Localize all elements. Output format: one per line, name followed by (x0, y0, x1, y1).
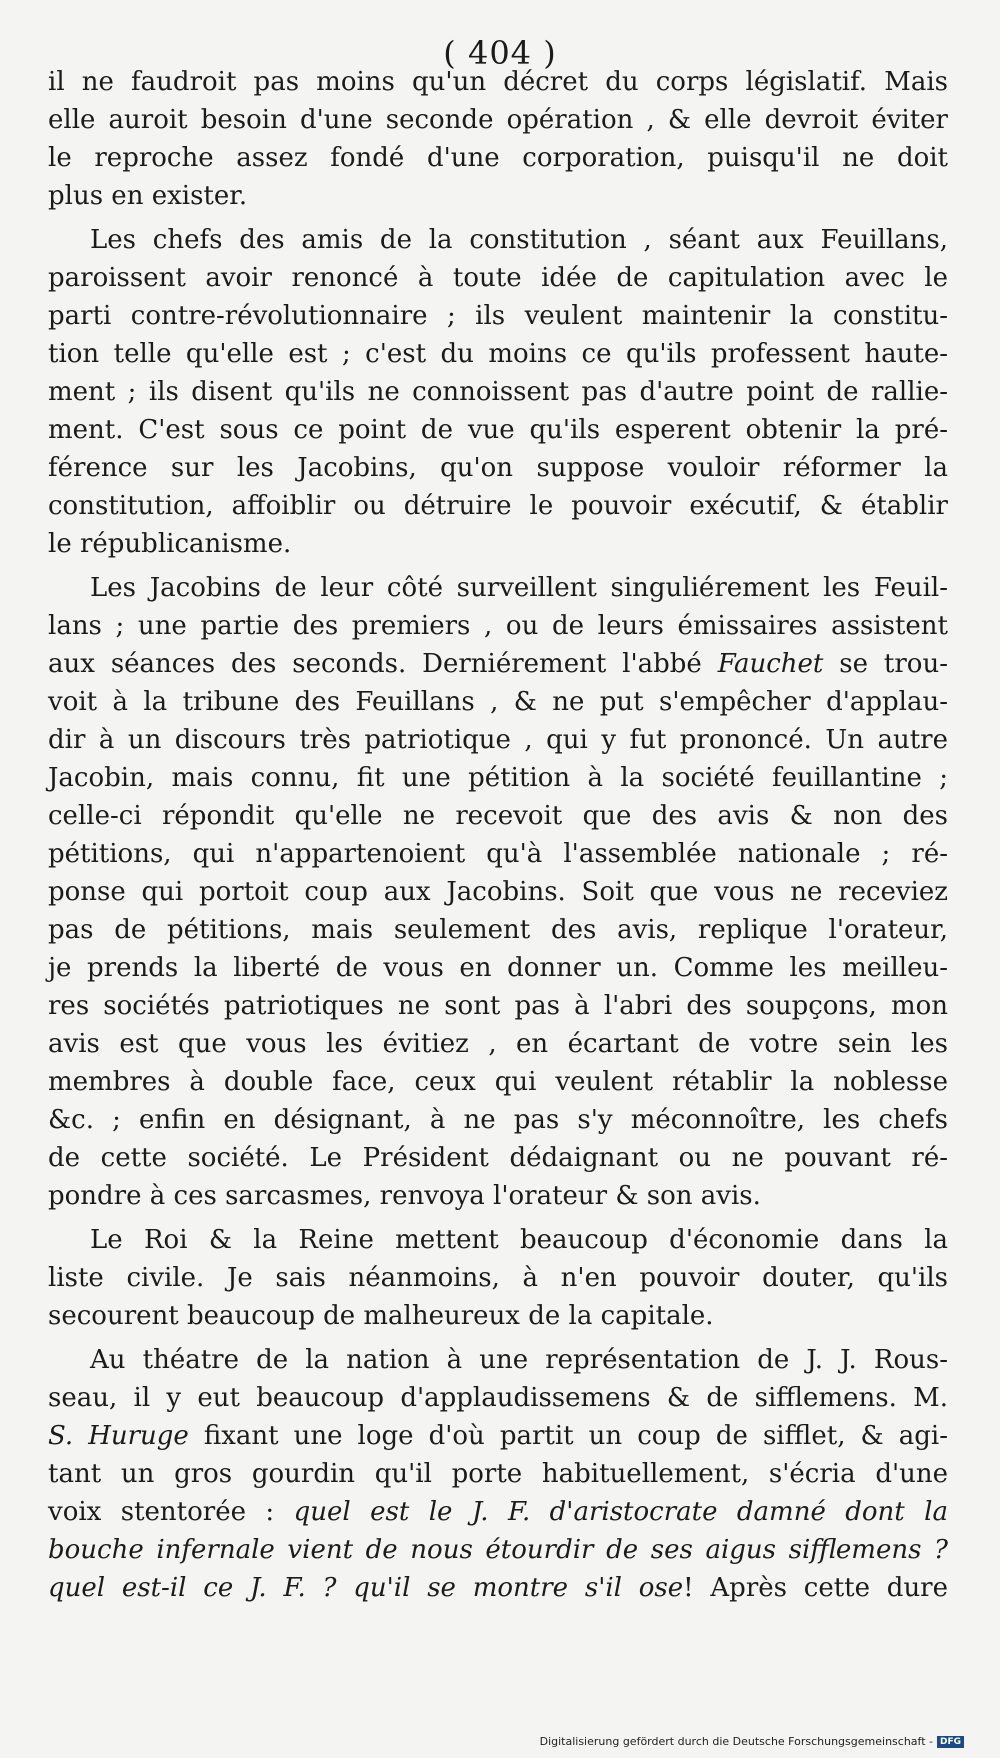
text-line: lans ; une partie des premiers , ou de leurs émissaires assistent (48, 611, 948, 641)
text-line: celle-ci répondit qu'elle ne recevoit que des avis & non des (48, 801, 948, 831)
text-line: Les Jacobins de leur côté surveillent singuliérement les Feuil- (90, 573, 948, 603)
text-line: parti contre-révolutionnaire ; ils veulent maintenir la constitu- (48, 301, 948, 331)
text-line: Les chefs des amis de la constitution , séant aux Feuillans, (90, 225, 948, 255)
text-line: liste civile. Je sais néanmoins, à n'en pouvoir douter, qu'ils (48, 1263, 948, 1293)
text-line: Jacobin, mais connu, fit une pétition à la société feuillantine ; (48, 763, 948, 793)
text-line: de cette société. Le Président dédaignant ou ne pouvant ré- (48, 1143, 948, 1173)
page-number: ( 404 ) (443, 34, 557, 72)
text-line: Au théatre de la nation à une représentation de J. J. Rous- (90, 1345, 948, 1375)
italic-phrase: S. Huruge (48, 1421, 189, 1451)
text-line: plus en exister. (48, 181, 248, 211)
text-line: le reproche assez fondé d'une corporation, puisqu'il ne doit (48, 143, 948, 173)
footer-credit (540, 1735, 964, 1748)
text-line: tion telle qu'elle est ; c'est du moins ce qu'ils professent haute- (48, 339, 948, 369)
text-line: ment. C'est sous ce point de vue qu'ils esperent obtenir la pré- (48, 415, 948, 445)
text-line: férence sur les Jacobins, qu'on suppose vouloir réformer la (48, 453, 948, 483)
text-line: tant un gros gourdin qu'il porte habituellement, s'écria d'une (48, 1459, 948, 1489)
text-line: je prends la liberté de vous en donner un. Comme les meilleu- (48, 953, 948, 983)
italic-phrase: Fauchet (717, 649, 824, 679)
text-line: il ne faudroit pas moins qu'un décret du corps législatif. Mais (48, 67, 948, 97)
text-line: ponse qui portoit coup aux Jacobins. Soit que vous ne receviez (48, 877, 948, 907)
text-line (48, 1532, 948, 1568)
text-line: Le Roi & la Reine mettent beaucoup d'économie dans la (90, 1225, 948, 1255)
text-line: dir à un discours très patriotique , qui y fut prononcé. Un autre (48, 725, 948, 755)
text-line: pas de pétitions, mais seulement des avis, replique l'orateur, (48, 915, 948, 945)
text-line: paroissent avoir renoncé à toute idée de capitulation avec le (48, 263, 948, 293)
text-line: ment ; ils disent qu'ils ne connoissent pas d'autre point de rallie- (48, 377, 948, 407)
text-line: pétitions, qui n'appartenoient qu'à l'assemblée nationale ; ré- (48, 839, 948, 869)
text-line: constitution, affoiblir ou détruire le pouvoir exécutif, & établir (48, 491, 948, 521)
text-line: membres à double face, ceux qui veulent rétablir la noblesse (48, 1067, 948, 1097)
italic-phrase: quel est-il ce J. F. ? qu'il se montre s'il ose (48, 1573, 684, 1603)
text-line: &c. ; enfin en désignant, à ne pas s'y méconnoître, les chefs (48, 1105, 948, 1135)
italic-phrase: quel est le J. F. d'aristocrate damné dont la (293, 1497, 948, 1527)
text-line: pondre à ces sarcasmes, renvoya l'orateur & son avis. (48, 1181, 761, 1211)
text-line: secourent beaucoup de malheureux de la capitale. (48, 1301, 714, 1331)
text-line: elle auroit besoin d'une seconde opération , & elle devroit éviter (48, 105, 948, 135)
text-line: voix stentorée : quel est le J. F. d'aristocrate damné dont la (48, 1497, 948, 1527)
text-line: avis est que vous les évitiez , en écartant de votre sein les (48, 1029, 948, 1059)
text-line: res sociétés patriotiques ne sont pas à l'abri des soupçons, mon (48, 991, 948, 1021)
text-line: quel est-il ce J. F. ? qu'il se montre s'il ose! Après cette dure (48, 1573, 948, 1603)
text-line: aux séances des seconds. Derniérement l'abbé Fauchet se trou- (48, 649, 948, 679)
italic-phrase: bouche infernale vient de nous étourdir de ses aigus sifflemens ? (48, 1535, 948, 1565)
text-line: voit à la tribune des Feuillans , & ne put s'empêcher d'applau- (48, 687, 948, 717)
footer-credit-text: Digitalisierung gefördert durch die Deutsche Forschungsgemeinschaft - (539, 1735, 933, 1748)
dfg-logo: DFG (937, 1736, 964, 1748)
text-line: seau, il y eut beaucoup d'applaudissemens & de sifflemens. M. (48, 1383, 948, 1413)
text-line: le républicanisme. (48, 529, 292, 559)
text-line: S. Huruge fixant une loge d'où partit un coup de sifflet, & agi- (48, 1421, 948, 1451)
